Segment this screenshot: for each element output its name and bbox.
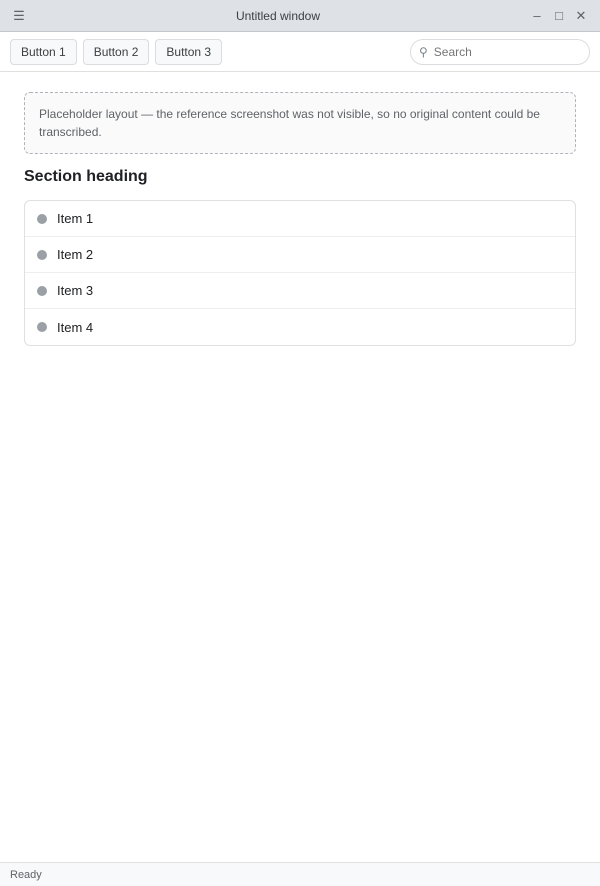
list-item-label: Item 2 [57,247,94,262]
search-icon: ⚲ [419,44,428,59]
status-text: Ready [10,868,42,881]
status-dot [37,286,47,296]
list-item[interactable] [25,201,575,237]
main-content [0,72,600,862]
status-dot [37,322,47,332]
placeholder-note: Placeholder layout — the reference screenshot was not visible, so no original content could be transcribed. [24,92,576,154]
status-dot [37,250,47,260]
list-item-label: Item 3 [57,283,94,298]
search-box[interactable] [410,39,590,65]
toolbar-button-1[interactable]: Button 1 [10,39,77,65]
minimize-icon[interactable]: – [533,8,541,23]
toolbar [0,32,600,72]
list-item[interactable] [25,309,575,345]
list-item-label: Item 4 [57,319,94,335]
list-item[interactable] [25,237,575,273]
toolbar-button-2[interactable]: Button 2 [83,39,150,65]
status-dot [37,214,47,224]
section-heading: Section heading [24,168,148,185]
title-bar [0,0,600,32]
list-item[interactable] [25,273,575,309]
search-input[interactable] [434,45,581,59]
toolbar-button-3[interactable]: Button 3 [155,39,222,65]
menu-icon[interactable]: ☰ [13,7,25,23]
window-title: Untitled window [235,8,321,23]
status-bar [0,862,600,886]
maximize-icon[interactable]: □ [555,8,563,23]
item-list [24,200,576,346]
list-item-label: Item 1 [57,211,94,226]
close-icon[interactable]: ✕ [575,7,587,23]
